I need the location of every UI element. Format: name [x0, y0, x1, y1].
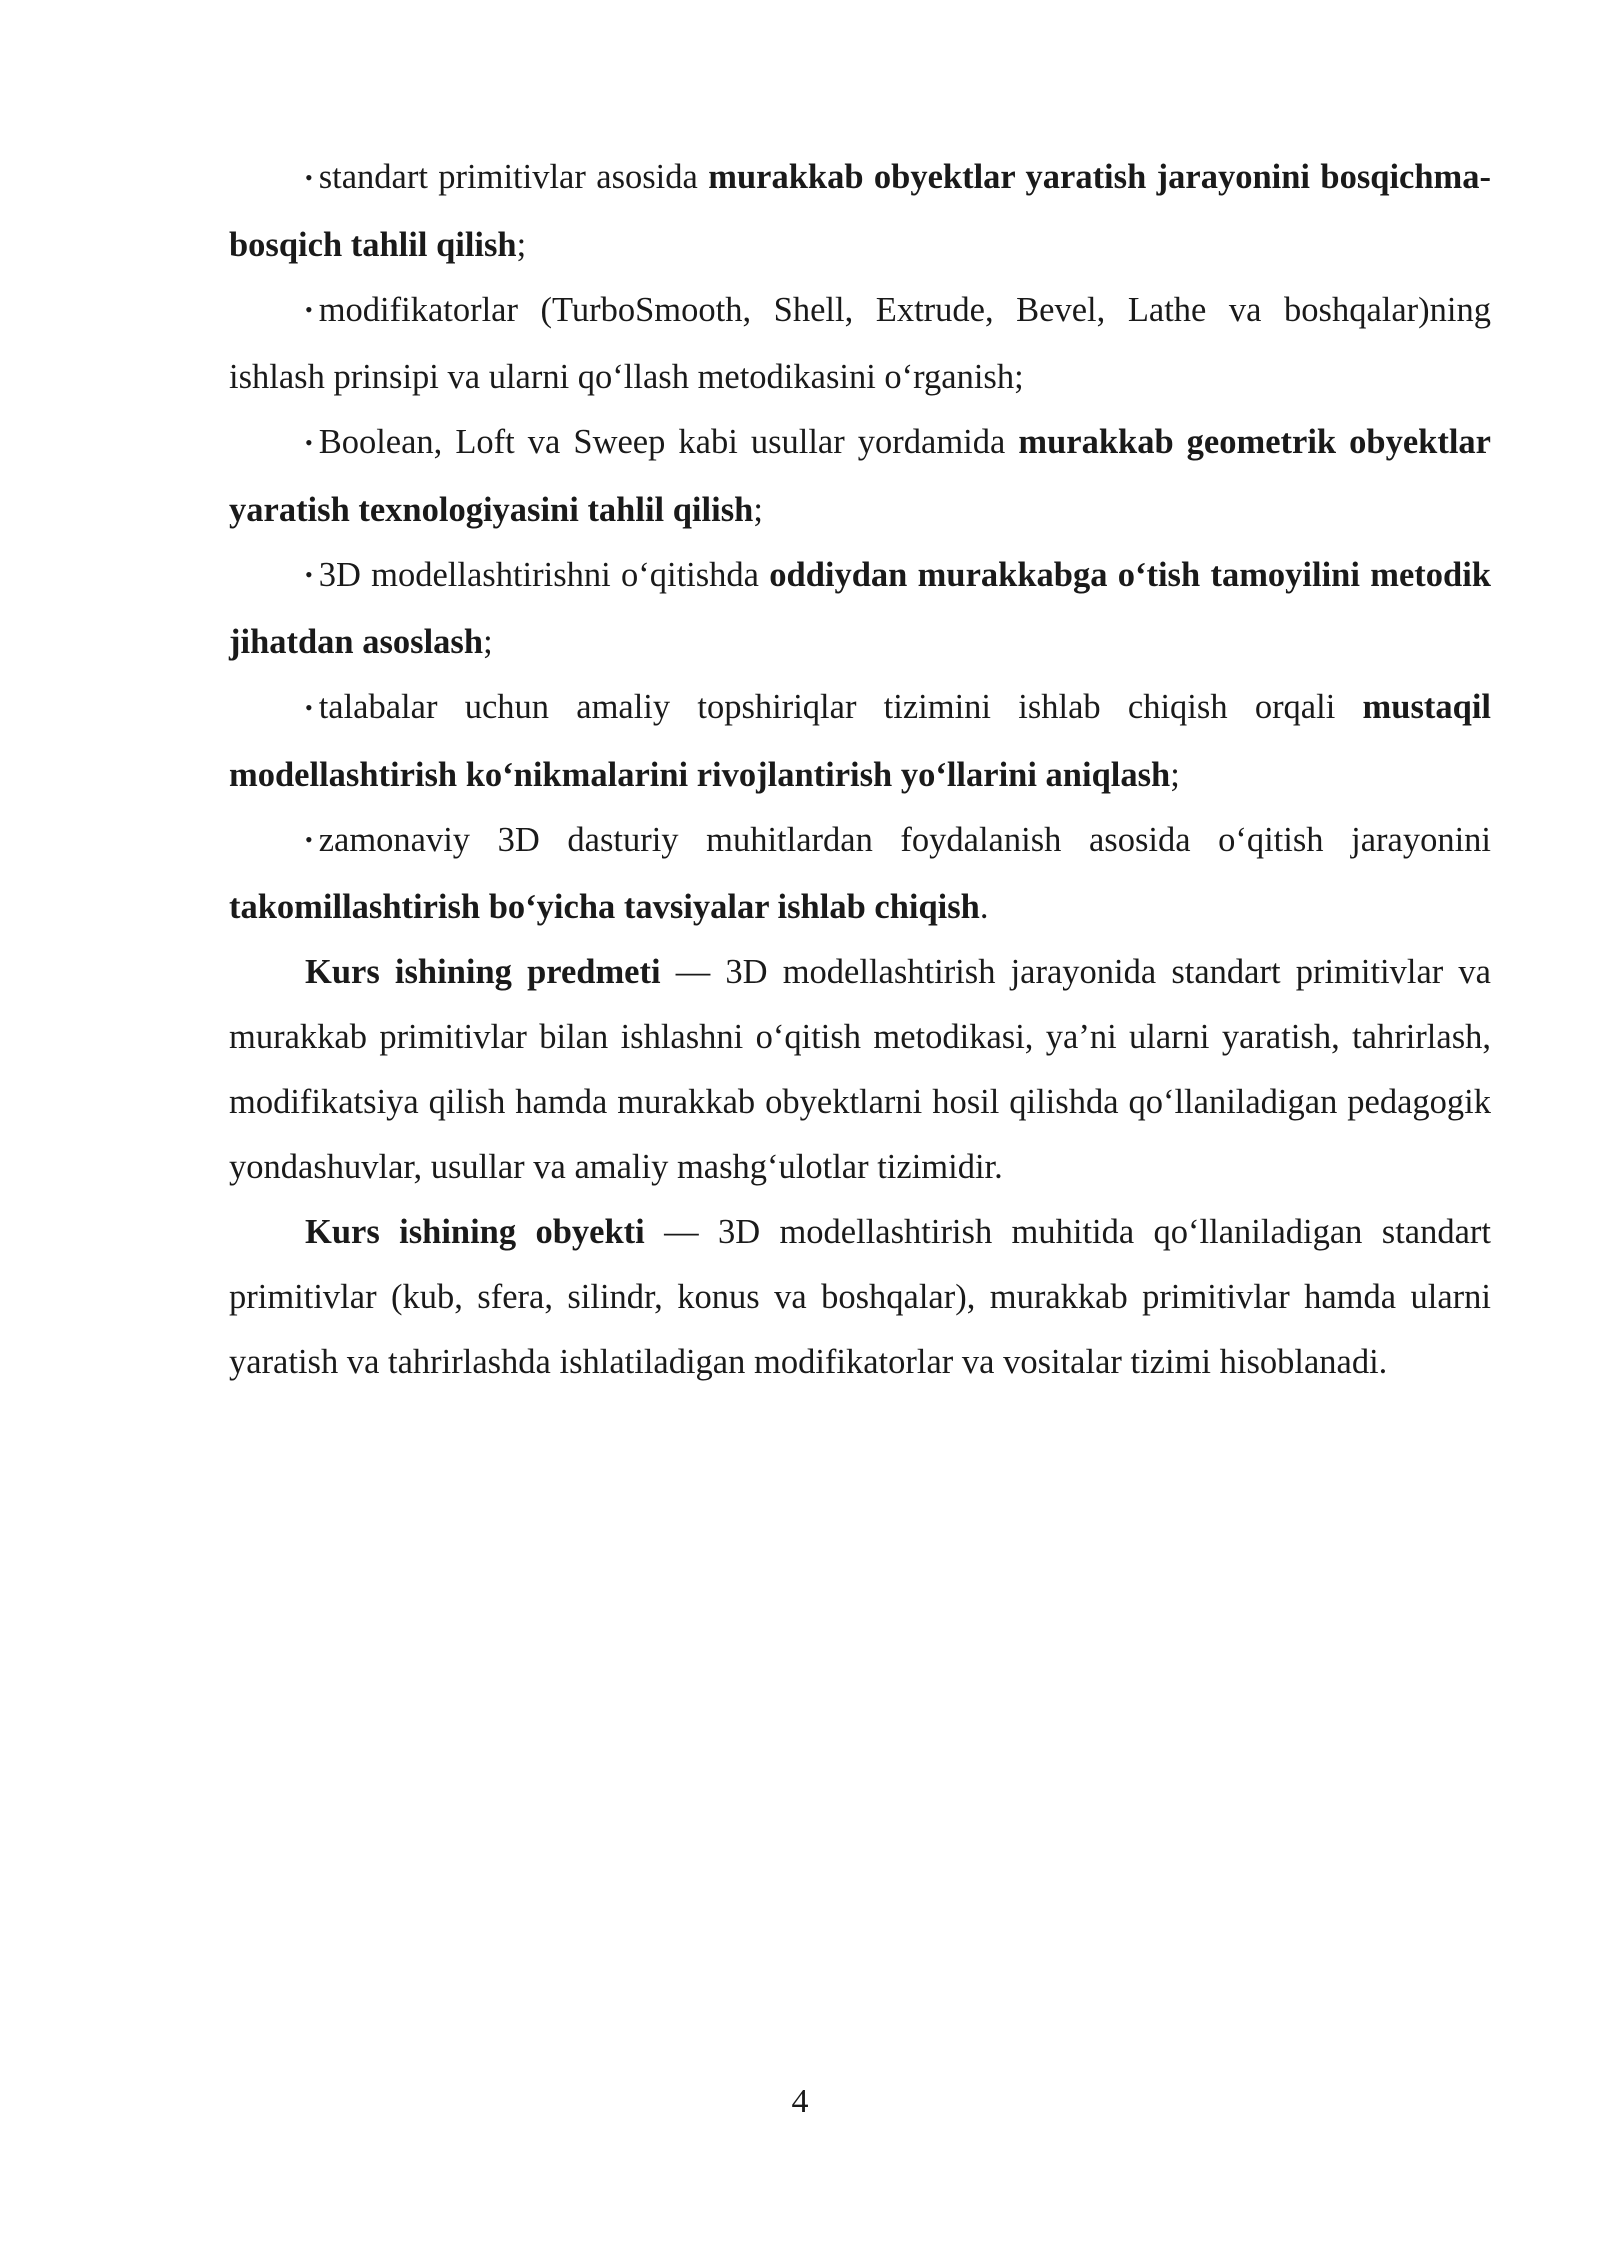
bullet-icon: •	[305, 694, 313, 720]
bullet-text: standart primitivlar asosida	[318, 158, 709, 196]
bullet-text: 3D modellashtirishni o‘qitishda	[318, 555, 770, 594]
bullet-bold-text: oddiydan murakkabga o‘tish tamoyilini metodik jihatdan asoslash	[229, 555, 1491, 662]
bullet-icon: •	[305, 562, 313, 588]
course-object-heading: Kurs ishining obyekti	[305, 1213, 645, 1252]
course-object-text: — 3D modellashtirish muhitida qo‘llaniladigan standart primitivlar (kub, sfera, silindr, konus va boshqalar), murakkab primitivlar hamda ularni yaratish va tahrirlashda ishlatiladigan modifikatorlar va vositalar tizimi hisoblanadi.	[229, 1213, 1491, 1382]
bullet-icon: •	[305, 297, 313, 323]
bullet-item-2	[229, 278, 1491, 411]
bullet-punctuation: ;	[483, 623, 493, 662]
bullet-punctuation: ;	[753, 490, 763, 529]
bullet-item-6	[229, 808, 1491, 941]
bullet-bold-text: takomillashtirish bo‘yicha tavsiyalar ishlab chiqish	[229, 888, 980, 927]
bullet-punctuation: ;	[516, 225, 527, 264]
bullet-icon: •	[305, 164, 313, 190]
page-body	[229, 145, 1491, 1395]
course-object-paragraph	[229, 1200, 1491, 1395]
bullet-text: zamonaviy 3D dasturiy muhitlardan foydalanish asosida o‘qitish jarayonini	[318, 820, 1491, 859]
bullet-icon: •	[305, 827, 313, 853]
bullet-item-3	[229, 410, 1491, 543]
bullet-text: Boolean, Loft va Sweep kabi usullar yordamida	[318, 423, 1019, 462]
page-number: 4	[791, 2083, 809, 2120]
bullet-item-4	[229, 543, 1491, 676]
bullet-icon: •	[305, 429, 313, 455]
course-subject-heading: Kurs ishining predmeti	[305, 953, 661, 992]
bullet-text: modifikatorlar (TurboSmooth, Shell, Extrude, Bevel, Lathe va boshqalar)ning ishlash prinsipi va ularni qo‘llash metodikasini o‘rganish;	[229, 290, 1491, 397]
course-subject-paragraph	[229, 940, 1491, 1200]
bullet-punctuation: .	[979, 888, 989, 927]
bullet-bold-text: mustaqil modellashtirish ko‘nikmalarini rivojlantirish yo‘llarini aniqlash	[229, 688, 1491, 794]
bullet-item-5	[229, 675, 1491, 808]
bullet-text: talabalar uchun amaliy topshiriqlar tizimini ishlab chiqish orqali	[318, 688, 1363, 727]
course-subject-text: — 3D modellashtirish jarayonida standart primitivlar va murakkab primitivlar bilan ishlashni o‘qitish metodikasi, ya’ni ularni yaratish, tahrirlash, modifikatsiya qilish hamda murakkab obyektlarni hosil qilishda qo‘llaniladigan pedagogik yondashuvlar, usullar va amaliy mashg‘ulotlar tizimidir.	[229, 953, 1491, 1187]
bullet-item-1	[229, 145, 1491, 278]
bullet-punctuation: ;	[1170, 755, 1180, 794]
bullet-bold-text: murakkab geometrik obyektlar yaratish texnologiyasini tahlil qilish	[229, 423, 1491, 529]
bullet-bold-text: murakkab obyektlar yaratish jarayonini bosqichma-bosqich tahlil qilish	[229, 158, 1492, 264]
